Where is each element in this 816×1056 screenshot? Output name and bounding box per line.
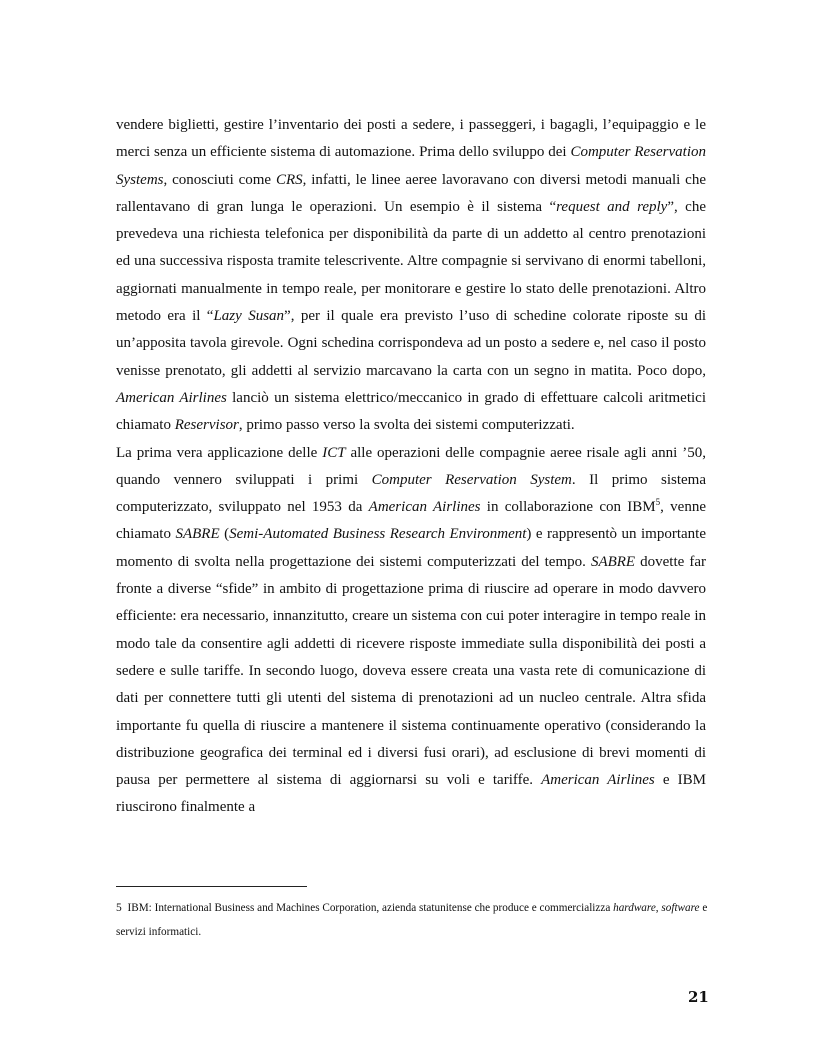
text-run: , venne chiamato (116, 499, 706, 543)
paragraph-2 (116, 440, 706, 822)
footnote (116, 896, 716, 944)
text-run: in collaborazione con IBM (480, 499, 656, 516)
text-run: dovette far fronte a diverse “sfide” in ambito di progettazione prima di riuscire ad operare in modo davvero efficiente: era necessario, innanzitutto, creare un sistema con cui poter interagire in tempo reale in modo tale da consentire agli addetti di ricevere risposte immediate sulla disponibilità dei posti a sedere e sulle tariffe. In secondo luogo, doveva essere creata una vasta rete di comunicazione di dati per connettere tutti gli utenti del sistema di prenotazioni ad un nucleo centrale. Altra sfida importante fu quella di riuscire a mantenere il sistema continuamente operativo (considerando la distribuzione geografica dei terminal ed i diversi fusi orari), ad esclusione di brevi momenti di pausa per permettere al sistema di aggiornarsi su voli e tariffe. (116, 553, 706, 789)
text-run: e IBM riuscirono finalmente a (116, 772, 707, 816)
italic-text: software (661, 902, 700, 914)
italic-text: hardware (613, 902, 656, 914)
text-run: lanciò un sistema elettrico/meccanico in grado di effettuare calcoli aritmetici chiamato (116, 389, 706, 434)
italic-text: Lazy Susan (213, 308, 285, 325)
text-run: , primo passo verso la svolta dei sistemi computerizzati. (238, 417, 575, 434)
italic-text: Semi-Automated Business Research Environment (229, 526, 527, 543)
italic-text: CRS (275, 171, 303, 188)
footnote-number: 5 (116, 902, 122, 914)
italic-text: Reservisor (174, 417, 239, 434)
text-run: ”, per il quale era previsto l’uso di schedine colorate riposte su di un’apposita tavola girevole. Ogni schedina corrispondeva ad un posto a sedere e, nel caso il posto venisse prenotato, gli addetti al servizio marcavano la carta con un segno in matita. Poco dopo, (116, 308, 707, 379)
italic-text: Computer Reservation System (371, 471, 572, 488)
italic-text: American Airlines (541, 772, 655, 789)
italic-text: SABRE (175, 526, 220, 543)
text-run: alle operazioni delle compagnie aeree risale agli anni ’50, quando vennero sviluppati i primi (116, 444, 706, 488)
text-run: IBM: International Business and Machines Corporation, azienda statunitense che produce e commercializza (127, 902, 614, 914)
footnote-separator (116, 886, 307, 887)
text-run: ”, che prevedeva una richiesta telefonica per disponibilità da parte di un addetto al centro prenotazioni ed una successiva risposta tramite telescrivente. Altre compagnie si servivano di enormi tabelloni, aggiornati manualmente in tempo reale, per monitorare e gestire lo stato delle prenotazioni. Altro metodo era il “ (116, 198, 706, 325)
italic-text: American Airlines (116, 389, 227, 406)
text-run: ( (219, 526, 230, 543)
text-run: e servizi informatici. (116, 902, 708, 938)
body-text (116, 112, 706, 822)
italic-text: American Airlines (368, 499, 481, 516)
text-run: La prima vera applicazione delle (116, 444, 323, 461)
text-run: vendere biglietti, gestire l’inventario dei posti a sedere, i passeggeri, i bagagli, l’equipaggio e le merci senza un efficiente sistema di automazione. Prima dello sviluppo dei (116, 117, 706, 161)
footnote-reference: 5 (655, 497, 661, 508)
italic-text: Computer Reservation Systems (116, 144, 706, 188)
italic-text: request and reply (556, 198, 668, 215)
italic-text: ICT (322, 444, 346, 461)
text-run: , infatti, le linee aeree lavoravano con diversi metodi manuali che rallentavano di gran lunga le operazioni. Un esempio è il sistema “ (116, 171, 706, 215)
text-run: ) e rappresentò un importante momento di svolta nella progettazione dei sistemi computerizzati del tempo. (116, 526, 706, 570)
text-run: , (655, 902, 662, 914)
paragraph-1 (116, 112, 706, 440)
italic-text: SABRE (590, 553, 636, 570)
footnote-text (116, 902, 707, 938)
text-run: . Il primo sistema computerizzato, sviluppato nel 1953 da (116, 471, 706, 516)
page-number: 21 (688, 988, 709, 1006)
text-run: , conosciuti come (163, 171, 276, 188)
